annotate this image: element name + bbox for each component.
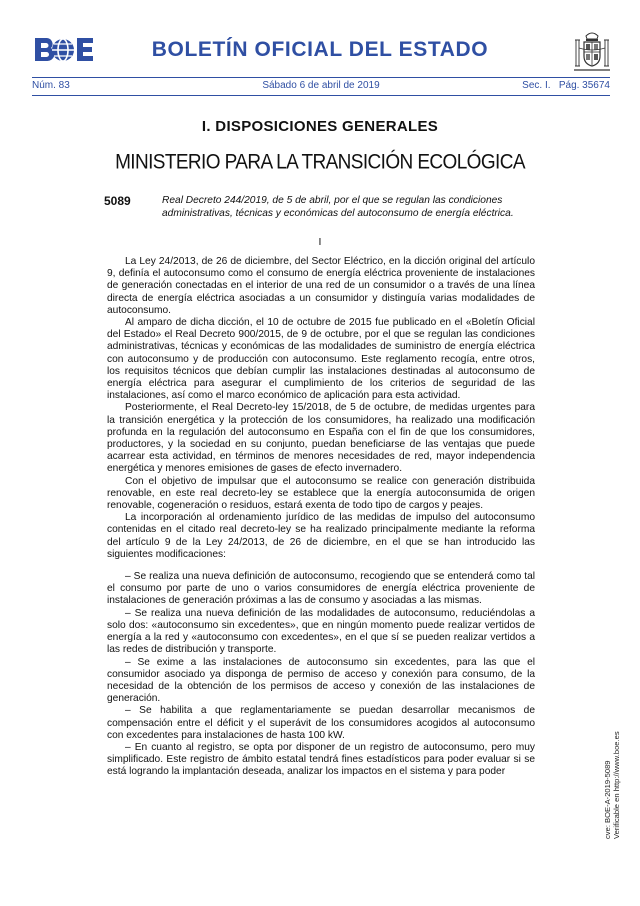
boe-logo (34, 36, 94, 66)
ministry-title: MINISTERIO PARA LA TRANSICIÓN ECOLÓGICA (115, 150, 525, 175)
document-body (107, 256, 535, 779)
list-item: – Se exime a las instalaciones de autoconsumo sin excedentes, para las que el consumidor asociado ya disponga de permiso de acceso y conexión para consumo, de la necesidad de la obtención de los permisos de acceso y conexión de las instalaciones de generación. (107, 656, 535, 705)
list-item: – En cuanto al registro, se opta por disponer de un registro de autoconsumo, pero muy simplificado. Este registro de ámbito estatal tendrá fines estadísticos para poder evaluar si se está logrando la implantación deseada, analizar los impactos en el sistema y para poder (107, 741, 535, 778)
paragraph: La incorporación al ordenamiento jurídico de las medidas de impulso del autoconsumo contenidas en el citado real decreto-ley se ha realizado principalmente mediante la reforma del artículo 9 de la Ley 24/2013, de 26 de diciembre, en el que se han introducido las siguientes modificaciones: (107, 512, 535, 560)
header-meta (32, 80, 610, 94)
list-item: – Se habilita a que reglamentariamente se puedan desarrollar mecanismos de compensación entre el déficit y el superávit de los consumidores acogidos al autoconsumo con excedentes para instalaciones de hasta 100 kW. (107, 705, 535, 741)
paragraph: La Ley 24/2013, de 26 de diciembre, del Sector Eléctrico, en la dicción original del artículo 9, definía el autoconsumo como el consumo de energía eléctrica proveniente de instalaciones de generación conectadas en el interior de una red de un consumidor o a través de una línea directa de energía eléctrica asociadas a un consumidor y distinguía varias modalidades de autoconsumo. (107, 256, 535, 316)
entry-description: Real Decreto 244/2019, de 5 de abril, por el que se regulan las condiciones administrativas, técnicas y económicas del autoconsumo de energía eléctrica. (162, 195, 514, 219)
roman-heading: I (318, 236, 322, 248)
issue-number: Núm. 83 (32, 80, 70, 91)
section-page: Sec. I. Pág. 35674 (522, 80, 610, 91)
list-item: – Se realiza una nueva definición de las modalidades de autoconsumo, reduciéndolas a solo dos: «autoconsumo sin excedentes», que en ningún momento puede realizar vertidos de energía a la red y «autoconsumo con excedentes», en el que sí se pueden realizar vertidos a las redes de distribución y transporte. (107, 607, 535, 656)
list-item: – Se realiza una nueva definición de autoconsumo, recogiendo que se entenderá como tal el consumo por parte de uno o varios consumidores de energía eléctrica proveniente de instalaciones de generación próximas a las de consumo y asociadas a las mismas. (107, 571, 535, 607)
verification-note (603, 580, 621, 840)
header-rule-bottom (32, 95, 610, 96)
paragraph: Al amparo de dicha dicción, el 10 de octubre de 2015 fue publicado en el «Boletín Oficial del Estado» el Real Decreto 900/2015, de 9 de octubre, por el que se regulan las condiciones administrativas, técnicas y económicas de las modalidades de suministro de energía eléctrica con autoconsumo y de producción con autoconsumo. Este reglamento recogía, entre otros, los requisitos técnicos que debían cumplir las instalaciones destinadas al autoconsumo de energía eléctrica para asegurar el cumplimiento de los criterios de seguridad de las instalaciones, así como el marco económico de aplicación para esta actividad. (107, 317, 535, 402)
entry-number: 5089 (104, 194, 131, 208)
spain-coat-of-arms-icon (572, 30, 612, 74)
paragraph: Posteriormente, el Real Decreto-ley 15/2018, de 5 de octubre, de medidas urgentes para la transición energética y la protección de los consumidores, ha realizado una modificación profunda en la regulación del autoconsumo en España con el fin de que los consumidores, productores, y la sociedad en su conjunto, puedan beneficiarse de las ventajas que puede acarrear esta actividad, en términos de menores necesidades de red, mayor independencia energética y menores emisiones de gases de efecto invernadero. (107, 402, 535, 475)
cve-code: cve: BOE-A-2019-5089 (603, 760, 612, 839)
header-rule (32, 77, 610, 78)
verification-link[interactable]: Verificable en http://www.boe.es (612, 731, 621, 839)
paragraph: Con el objetivo de impulsar que el autoconsumo se realice con generación distribuida renovable, en este real decreto-ley se establece que la energía autoconsumida de origen renovable, cogeneración o residuos, estará exenta de todo tipo de cargos y peajes. (107, 475, 535, 512)
publication-title: BOLETÍN OFICIAL DEL ESTADO (151, 38, 489, 61)
section-title: I. DISPOSICIONES GENERALES (201, 118, 439, 135)
issue-date: Sábado 6 de abril de 2019 (262, 80, 380, 91)
